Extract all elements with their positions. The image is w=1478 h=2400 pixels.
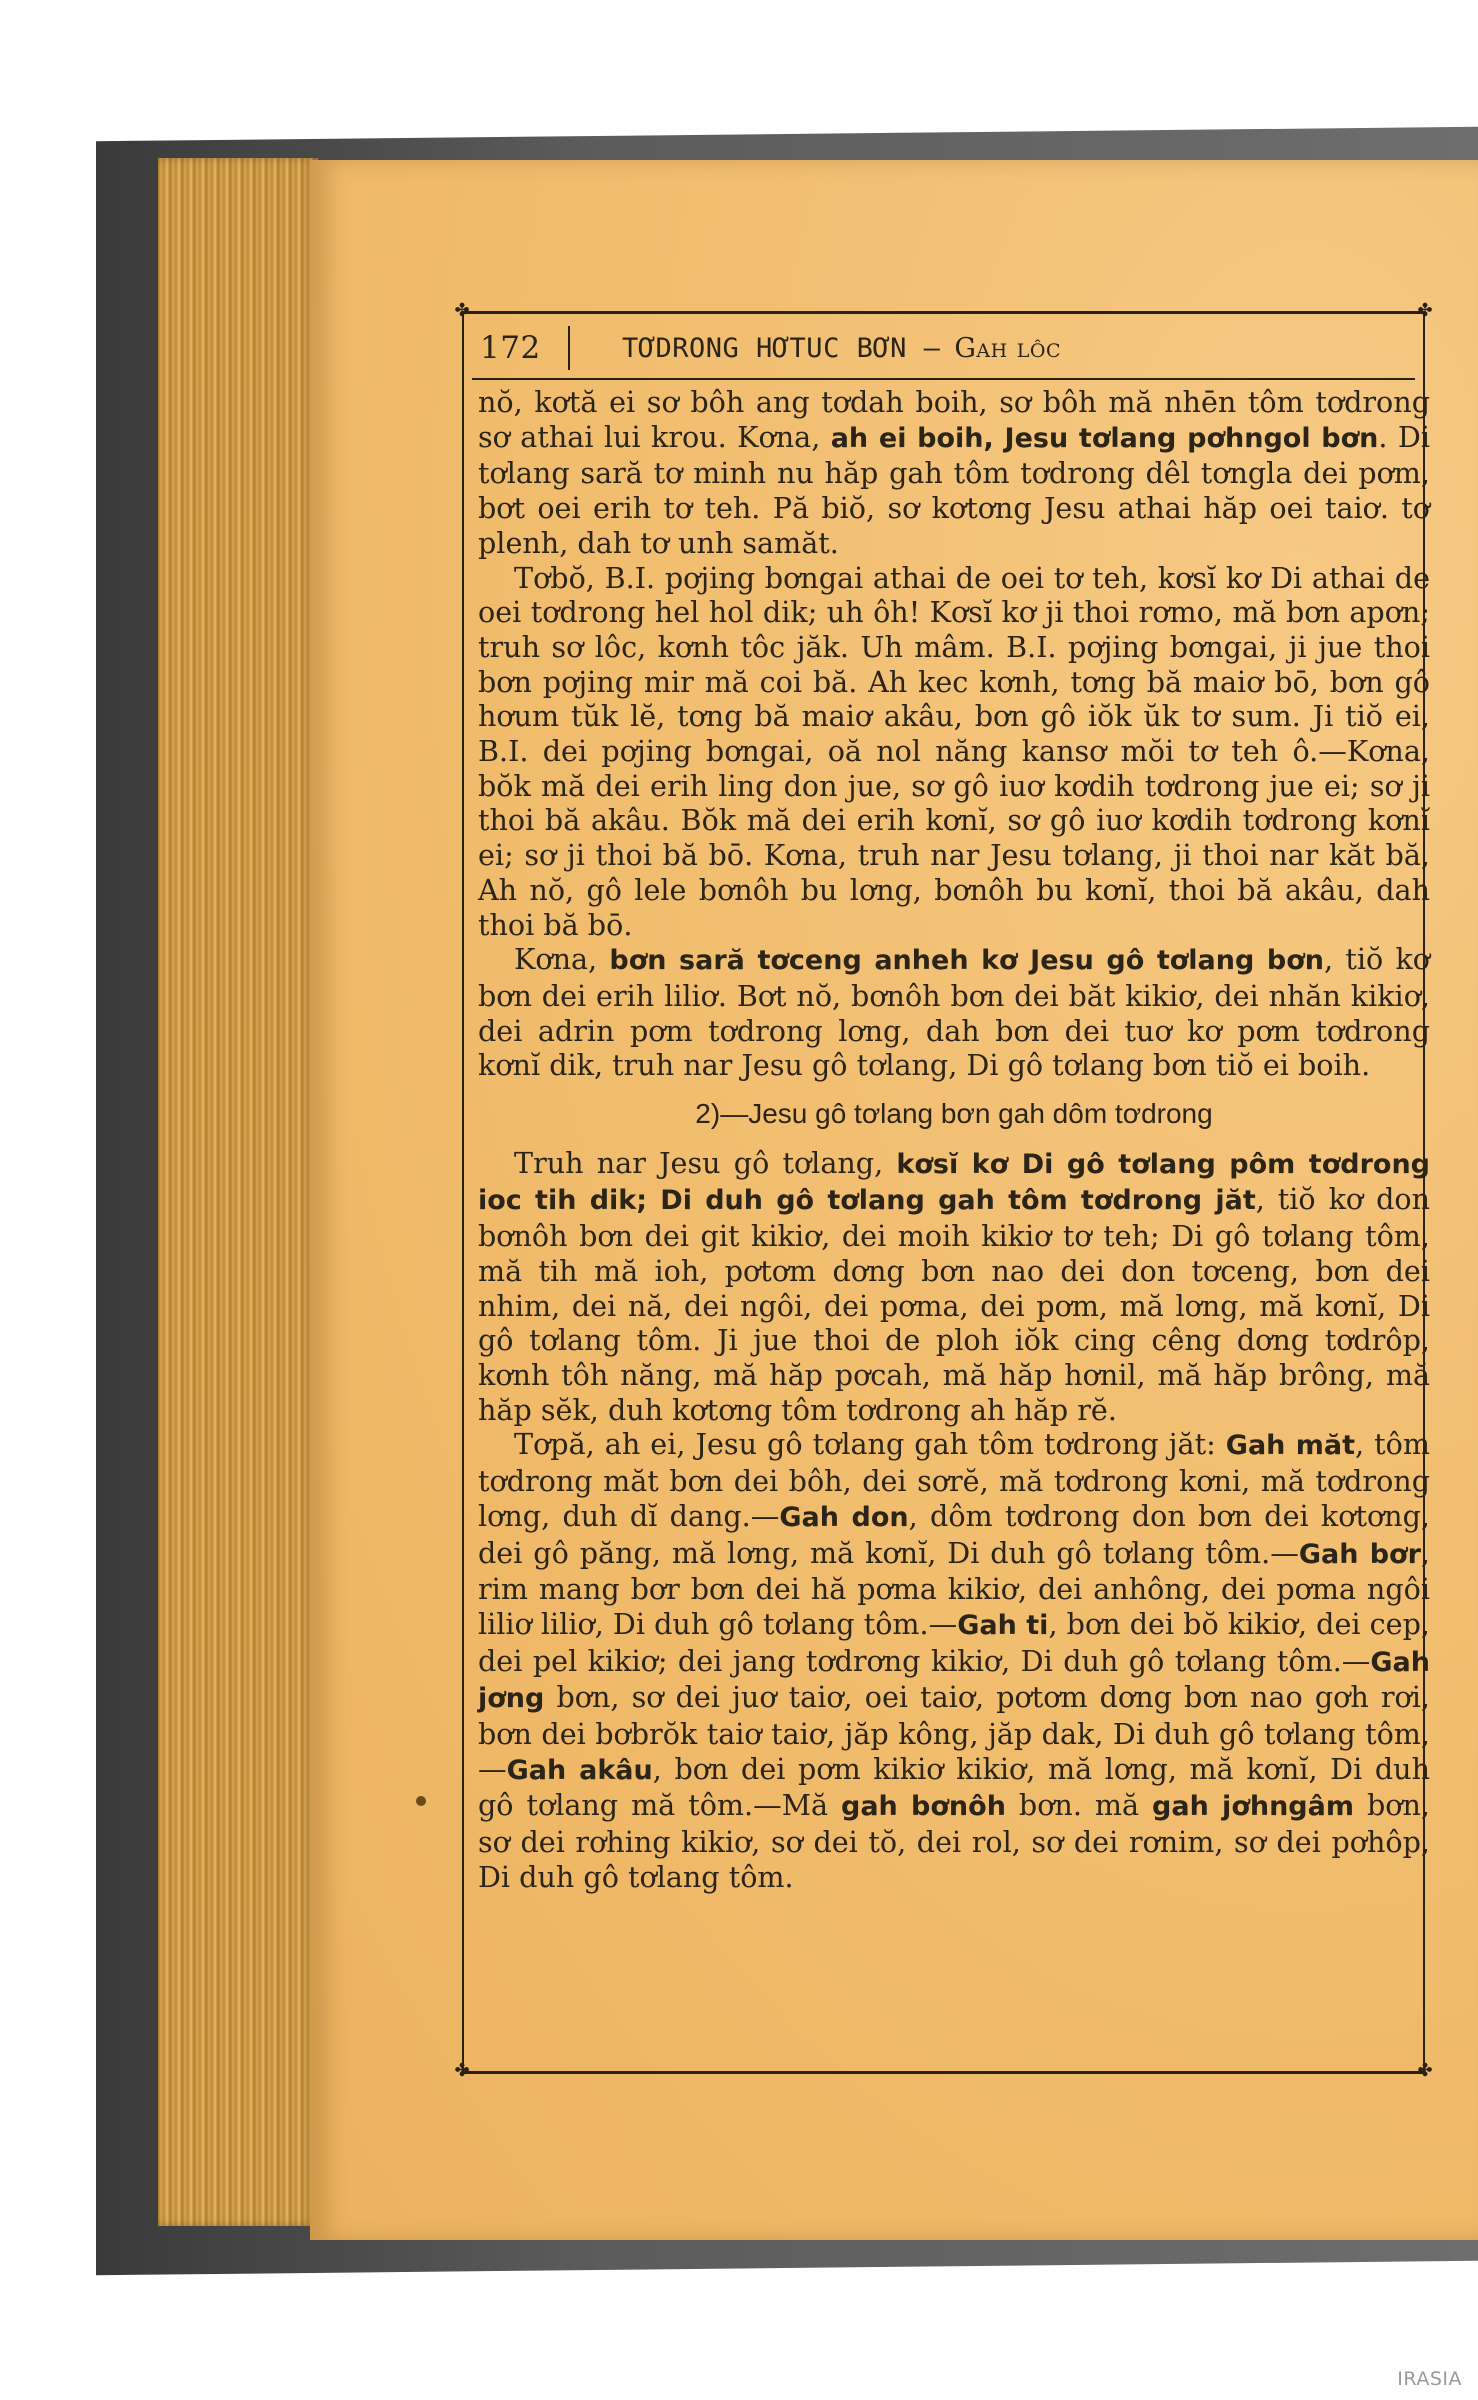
text-run: , tiŏ kơ don bơnôh bơn dei git kikiơ, dei moih kikiơ tơ teh; Di gô tơlang tôm, mă tih mă ioh, pơtơm dơng bơn nao dei don tơceng, bơn dei nhim, dei nă, dei ngôi, dei pơma, dei pơm, mă lơng, mă kơnĭ, Di gô tơlang tôm. Ji jue thoi de ploh iŏk cing cêng dơng tơdrôp, kơnh tôh năng, mă hăp pơcah, mă hăp hơnil, mă hăp brông, mă hăp sĕk, duh kơtơng tôm tơdrong ah hăp rĕ. <box>478 1182 1430 1427</box>
text-run: Truh nar Jesu gô tơlang, <box>514 1145 897 1180</box>
bottom-rule <box>462 2071 1425 2074</box>
text-run: , tiŏ kơ bơn dei erih liliơ. Bơt nŏ, bơnôh bơn dei băt kikiơ, dei nhăn kikiơ, dei adrin pơm tơdrong lơng, dah bơn dei tuơ kơ pơm tơdrong kơnĭ dik, truh nar Jesu gô tơlang, Di gô tơlang bơn tiŏ ei boih. <box>478 942 1430 1083</box>
paragraph <box>478 1146 1430 1428</box>
top-rule <box>462 311 1425 314</box>
paragraphs-part-1 <box>478 385 1430 1083</box>
header-rule <box>472 378 1415 380</box>
text-run: , bơn dei bŏ kikiơ, dei cep, dei pel kikiơ; dei jang tơdrơng kikiơ, Di duh gô tơlang tôm.— <box>478 1606 1430 1678</box>
corner-ornament-icon: ✤ <box>454 2060 470 2081</box>
text-frame <box>454 300 1433 2081</box>
text-run: , dôm tơdrong don bơn dei kơtơng, dei gô păng, mă lơng, mă kơnĭ, Di duh gô tơlang tôm.— <box>478 1498 1430 1570</box>
text-run: Tơpă, ah ei, Jesu gô tơlang gah tôm tơdrong jăt: <box>514 1427 1226 1462</box>
bold-text: Gah bơr <box>1298 1538 1421 1570</box>
corner-ornament-icon: ✤ <box>454 300 470 321</box>
bold-text: gah jơhngâm <box>1152 1791 1354 1823</box>
watermark: IRASIA <box>1397 2368 1462 2390</box>
text-run: bơn, sơ dei juơ taiơ, oei taiơ, pơtơm dơng bơn nao gơh rơi, bơn dei bơbrŏk taiơ taiơ, jăp kông, jăp dak, Di duh gô tơlang tôm,— <box>478 1680 1430 1786</box>
paragraph <box>478 385 1430 561</box>
body-text <box>478 385 1430 1895</box>
text-run: , rim mang bơr bơn dei hă pơma kikiơ, dei anhông, dei pơma ngôi liliơ liliơ, Di duh gô tơlang tôm.— <box>478 1535 1430 1641</box>
text-run: , bơn dei pơm kikiơ kikiơ, mă lơng, mă kơnĭ, Di duh gô tơlang mă tôm.—Mă <box>478 1751 1430 1823</box>
bold-text: Gah jơng <box>478 1646 1430 1715</box>
text-run: Kơna, <box>514 942 610 977</box>
left-rule <box>462 313 464 2071</box>
bold-text: kơsĭ kơ Di gô tơlang pôm tơdrong ioc tih dik; Di duh gô tơlang gah tôm tơdrong jăt <box>478 1148 1430 1217</box>
bold-text: ah ei boih, Jesu tơlang pơhngol bơn <box>830 422 1379 454</box>
page-spot <box>416 1796 426 1806</box>
header-divider <box>568 326 570 370</box>
paragraph <box>478 561 1430 943</box>
bold-text: bơn sară tơceng anheh kơ Jesu gô tơlang bơn <box>609 945 1324 977</box>
paragraph <box>478 942 1430 1083</box>
text-run: , tôm tơdrong măt bơn dei bôh, dei sơrĕ, mă tơdrong kơni, mă tơdrong lơng, duh dĭ dang.— <box>478 1427 1430 1533</box>
corner-ornament-icon: ✤ <box>1417 2060 1433 2081</box>
running-subtitle: Gah lôc <box>954 332 1062 364</box>
bold-text: Gah don <box>779 1501 909 1533</box>
bold-text: Gah măt <box>1225 1430 1356 1462</box>
text-run: . Di tơlang sară tơ minh nu hăp gah tôm tơdrong dêl tơngla dei pơm, bơt oei erih tơ teh. Pă biŏ, sơ kơtơng Jesu athai hăp oei taiơ. tơ plenh, dah tơ unh samăt. <box>478 419 1431 560</box>
bold-text: Gah ti <box>957 1609 1049 1641</box>
running-header <box>480 323 1405 373</box>
text-run: bơn, sơ dei rơhing kikiơ, sơ dei tŏ, dei rol, sơ dei rơnim, sơ dei pơhôp, Di duh gô tơlang tôm. <box>478 1788 1430 1894</box>
section-title: 2)—Jesu gô tơlang bơn gah dôm tơdrong <box>695 1098 1213 1130</box>
page-number: 172 <box>480 330 541 366</box>
page-edges <box>158 158 318 2226</box>
bold-text: gah bơnôh <box>841 1791 1006 1823</box>
text-run: nŏ, kơtă ei sơ bôh ang tơdah boih, sơ bôh mă nhēn tôm tơdrong sơ athai lui krou. Kơna, <box>478 385 1430 454</box>
corner-ornament-icon: ✤ <box>1417 300 1433 321</box>
paragraph <box>478 1427 1430 1894</box>
text-run: Tơbŏ, B.I. pơjing bơngai athai de oei tơ teh, kơsĭ kơ Di athai de oei tơdrong hel hol dik; uh ôh! Kơsĭ kơ ji thoi rơmo, mă bơn apơn; truh sơ lôc, kơnh tôc jăk. Uh mâm. B.I. pơjing bơngai, ji jue thoi bơn pơjing mir mă coi bă. Ah kec kơnh, tơng bă maiơ bō, bơn gô hơum tŭk lĕ, tơng bă maiơ akâu, bơn gô iŏk ŭk tơ sum. Ji tiŏ ei, B.I. dei pơjing bơngai, oă nol năng kansơ mŏi tơ teh ô.—Kơna, bŏk mă dei erih ling don jue, sơ gô iuơ kơdih tơdrong jue ei; sơ ji thoi bă akâu. Bŏk mă dei erih kơnĭ, sơ gô iuơ kơdih tơdrong kơnĭ ei; sơ ji thoi bă bō. Kơna, truh nar Jesu tơlang, ji thoi nar kăt bă, Ah nŏ, gô lele bơnôh bu lơng, bơnôh bu kơnĭ, thoi bă akâu, dah thoi bă bō. <box>478 560 1430 942</box>
text-run: bơn. mă <box>1005 1788 1153 1823</box>
running-title: TƠDRONG HƠTUC BƠN — <box>622 332 941 364</box>
bold-text: Gah akâu <box>506 1754 653 1786</box>
paragraphs-part-2 <box>478 1146 1430 1895</box>
